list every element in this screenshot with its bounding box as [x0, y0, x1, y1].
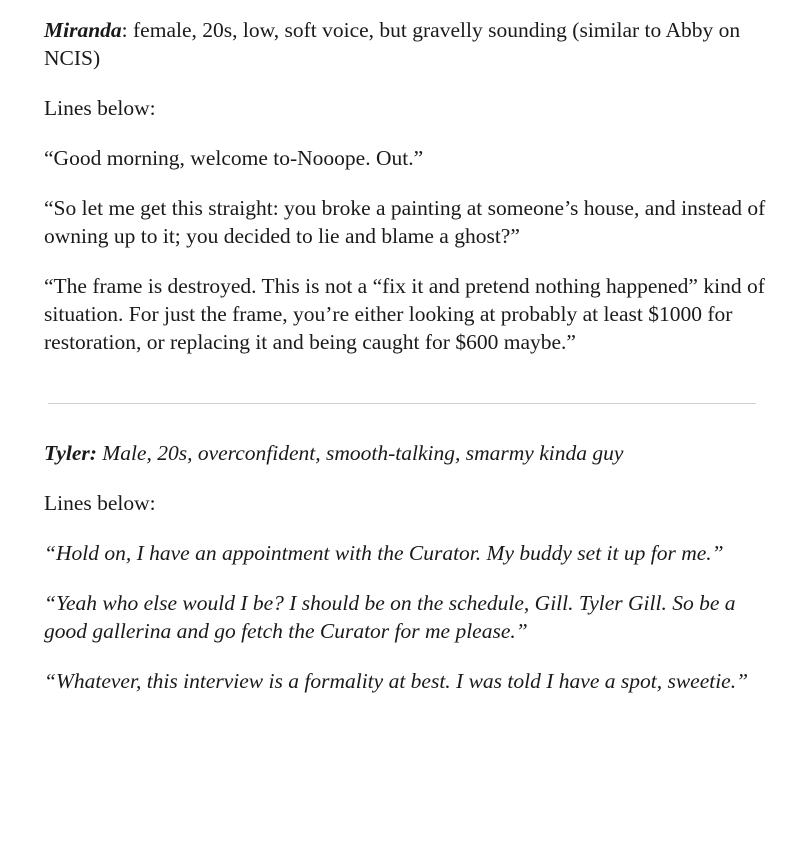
tyler-line-2: “Yeah who else would I be? I should be on the schedule, Gill. Tyler Gill. So be a good gallerina and go fetch the Curator for me please.” — [44, 591, 736, 643]
miranda-description: : female, 20s, low, soft voice, but gravelly sounding (similar to Abby on NCIS) — [44, 18, 741, 70]
miranda-name: Miranda — [44, 18, 122, 42]
tyler-header — [44, 439, 774, 467]
tyler-line-3: “Whatever, this interview is a formality at best. I was told I have a spot, sweetie.” — [44, 669, 749, 693]
tyler-lines-heading: Lines below: — [44, 491, 156, 515]
miranda-line-1: “Good morning, welcome to-Nooope. Out.” — [44, 146, 424, 170]
miranda-section — [44, 16, 774, 356]
section-divider — [48, 403, 756, 404]
miranda-line-3: “The frame is destroyed. This is not a “fix it and pretend nothing happened” kind of situation. For just the frame, you’re either looking at probably at least $1000 for restoration, or replacing it and being caught for $600 maybe.” — [44, 274, 765, 354]
tyler-description: Male, 20s, overconfident, smooth-talking, smarmy kinda guy — [96, 441, 624, 465]
tyler-line-1: “Hold on, I have an appointment with the Curator. My buddy set it up for me.” — [44, 541, 724, 565]
miranda-lines-heading: Lines below: — [44, 96, 156, 120]
miranda-header — [44, 16, 774, 72]
tyler-name: Tyler: — [44, 441, 97, 465]
tyler-section — [44, 439, 774, 695]
miranda-line-2: “So let me get this straight: you broke a painting at someone’s house, and instead of owning up to it; you decided to lie and blame a ghost?” — [44, 196, 766, 248]
script-document — [44, 16, 774, 717]
